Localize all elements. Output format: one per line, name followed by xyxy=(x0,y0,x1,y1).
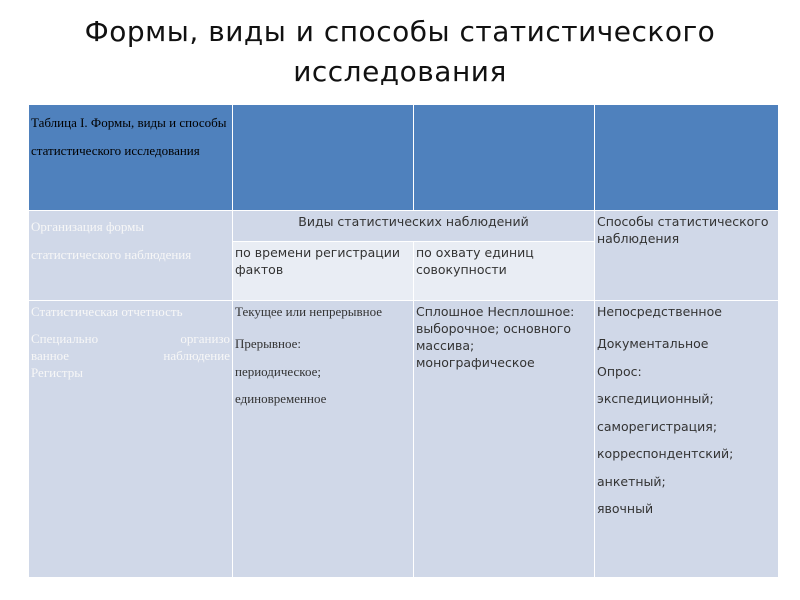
observation-types-header: Виды статистических наблюдений xyxy=(298,214,529,229)
time-type-item: Текущее или непрерывное xyxy=(235,304,383,319)
table-caption: Таблица I. Формы, виды и способы статистического исследования xyxy=(31,115,227,158)
table-row xyxy=(29,211,779,242)
forms-cell xyxy=(29,301,233,578)
method-item: явочный xyxy=(597,501,654,516)
method-item: саморегистрация; xyxy=(597,418,718,434)
method-item: анкетный; xyxy=(597,473,666,489)
method-item: корреспондентский; xyxy=(597,446,734,461)
method-item: Опрос: xyxy=(597,363,642,379)
by-coverage-label: по охвату единиц совокупности xyxy=(416,245,534,277)
header-empty-cell xyxy=(233,105,414,211)
slide-title-line-2: исследования xyxy=(293,55,507,88)
time-types-cell xyxy=(233,301,414,578)
table-caption-cell xyxy=(29,105,233,211)
method-item: экспедиционный; xyxy=(597,391,714,406)
coverage-types: Сплошное Несплошное: выборочное; основного массива; монографическое xyxy=(416,304,575,370)
header-empty-cell xyxy=(414,105,595,211)
statistics-table xyxy=(28,104,779,578)
table-row xyxy=(29,301,779,578)
method-item: Документальное xyxy=(597,336,709,351)
coverage-types-cell xyxy=(414,301,595,578)
by-coverage-cell xyxy=(414,242,595,301)
organization-header: Организация формы статистического наблюдения xyxy=(31,219,192,262)
special-observation-line-1: Специально организо xyxy=(31,331,230,346)
time-type-item: единовременное xyxy=(235,391,327,406)
special-observation-line-2: ванное наблюдение xyxy=(31,348,230,363)
organization-header-cell xyxy=(29,211,233,301)
methods-header: Способы статистического наблюдения xyxy=(597,214,769,246)
time-type-item: Прерывное: xyxy=(235,336,302,351)
header-empty-cell xyxy=(595,105,779,211)
method-item: Непосредственное xyxy=(597,304,722,319)
by-time-label: по времени регистрации фактов xyxy=(235,245,400,277)
table-header-row xyxy=(29,105,779,211)
methods-header-cell xyxy=(595,211,779,301)
by-time-cell xyxy=(233,242,414,301)
reporting-form: Статистическая отчетность xyxy=(31,304,183,319)
time-type-item: периодическое; xyxy=(235,363,321,379)
observation-types-header-cell xyxy=(233,211,595,242)
registers-form: Регистры xyxy=(31,365,83,380)
methods-cell xyxy=(595,301,779,578)
slide-title-line-1: Формы, виды и способы статистического xyxy=(84,15,716,48)
slide-title xyxy=(0,12,800,92)
